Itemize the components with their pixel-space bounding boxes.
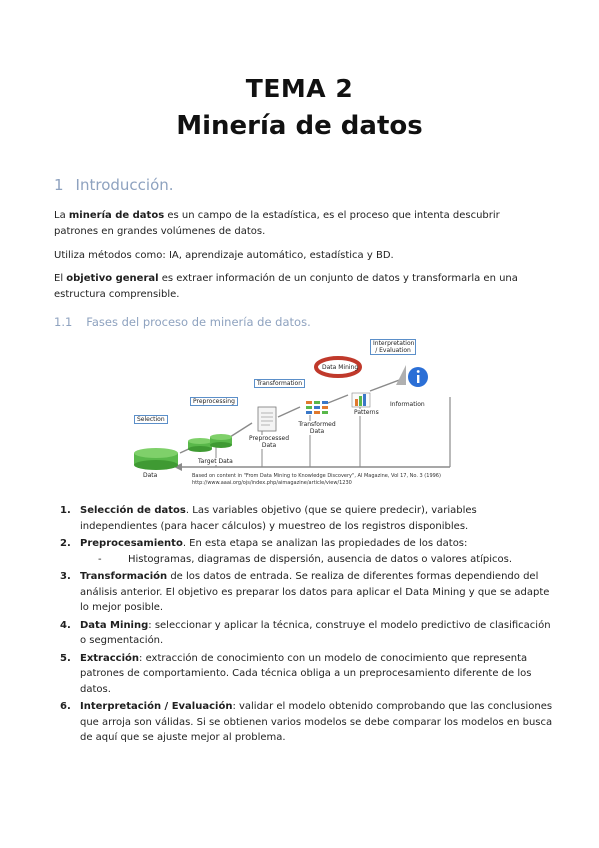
- list-number: 6.: [60, 701, 71, 712]
- subsection-number: 1.1: [54, 315, 73, 329]
- paragraph-objective: [54, 271, 544, 303]
- text-run: El: [54, 273, 67, 284]
- list-number: 3.: [60, 571, 71, 582]
- document-icon: [258, 407, 276, 431]
- label-preprocessing: Preprocessing: [190, 397, 238, 406]
- sub-list-item: - Histogramas, diagramas de dispersión, ausencia de datos o valores atípicos.: [98, 553, 513, 565]
- subsection-heading-fases: [54, 315, 311, 329]
- figure-citation: Based on content in "From Data Mining to Knowledge Discovery", AI Magazine, Vol 17, No. 3 (1996) http://www.aaai.org/ojs/index.php/aimagazine/article/view/1230: [192, 473, 441, 486]
- label-transformed-data: Transformed Data: [296, 421, 338, 435]
- label-information: Information: [390, 401, 425, 408]
- label-target-data: Target Data: [198, 458, 233, 465]
- list-term: Interpretación / Evaluación: [80, 701, 233, 712]
- list-text: . Las variables objetivo (que se quiere predecir), variables independientes (para hacer cálculos) y muestreo de los registros disponibles.: [80, 505, 477, 532]
- database-icon: [134, 448, 178, 470]
- bold-term: minería de datos: [68, 210, 165, 221]
- list-item: [54, 651, 554, 698]
- transformed-data-icon: [306, 401, 328, 414]
- list-text: . En esta etapa se analizan las propiedades de los datos:: [182, 538, 468, 549]
- list-number: 5.: [60, 652, 71, 664]
- list-term: Transformación: [80, 571, 168, 582]
- list-text: : extracción de conocimiento con un modelo de conocimiento que representa patrones de comportamiento. Cada técnica obliga a un preprocesamiento diferente de los datos.: [80, 652, 532, 695]
- label-transformation: Transformation: [254, 379, 305, 388]
- list-number: 2.: [60, 538, 71, 549]
- label-patterns: Patterns: [354, 409, 379, 416]
- list-item: [54, 503, 554, 534]
- section-number: 1: [54, 176, 64, 194]
- list-item: [54, 699, 554, 746]
- list-term: Data Mining: [80, 619, 149, 631]
- list-item: [54, 536, 554, 567]
- sub-list-text: Histogramas, diagramas de dispersión, ausencia de datos o valores atípicos.: [128, 553, 513, 565]
- label-selection: Selection: [134, 415, 168, 424]
- label-preprocessed-data: Preprocessed Data: [246, 435, 292, 449]
- text-run: es extraer información de un conjunto de datos y transformarla en una estructura comprensible.: [54, 273, 518, 300]
- list-term: Extracción: [80, 652, 140, 664]
- list-text: : seleccionar y aplicar la técnica, construye el modelo predictivo de clasificación o segmentación.: [80, 619, 551, 646]
- paragraph-definition: [54, 208, 544, 240]
- list-text: de los datos de entrada. Se realiza de diferentes formas dependiendo del análisis anterior. El objetivo es preparar los datos para aplicar el Data Mining y que se adapte lo mejor posible.: [80, 571, 550, 613]
- section-heading-introduccion: [54, 176, 174, 194]
- list-item: [54, 569, 554, 616]
- label-data: Data: [143, 472, 158, 479]
- list-number: 1.: [60, 505, 71, 516]
- subsection-title: Fases del proceso de minería de datos.: [86, 315, 311, 329]
- list-term: Selección de datos: [80, 505, 186, 516]
- section-title: Introducción.: [75, 176, 174, 194]
- list-term: Preprocesamiento: [80, 538, 183, 549]
- phases-list: [54, 503, 554, 748]
- list-text: : validar el modelo obtenido comprobando que las conclusiones que arroja son válidas. Si se obtienen varios modelos se debe comparar los modelos en busca de aquí que se ajuste mejor al problema.: [80, 701, 553, 743]
- text-run: La: [54, 210, 69, 221]
- label-data-mining: Data Mining: [322, 364, 359, 371]
- text-run: es un campo de la estadística, es el proceso que intenta descubrir patrones en grandes volúmenes de datos.: [54, 210, 500, 237]
- bold-term: objetivo general: [66, 273, 159, 284]
- label-interpretation: Interpretation / Evaluation: [370, 339, 416, 355]
- list-number: 4.: [60, 619, 71, 631]
- list-item: [54, 618, 554, 649]
- paragraph-methods: Utiliza métodos como: IA, aprendizaje automático, estadística y BD.: [54, 250, 394, 261]
- patterns-icon: [352, 393, 370, 407]
- kdd-diagram: [120, 335, 480, 495]
- page-subtitle: Minería de datos: [176, 111, 423, 141]
- kdd-process-figure: [120, 335, 480, 495]
- page-title: TEMA 2: [245, 74, 354, 103]
